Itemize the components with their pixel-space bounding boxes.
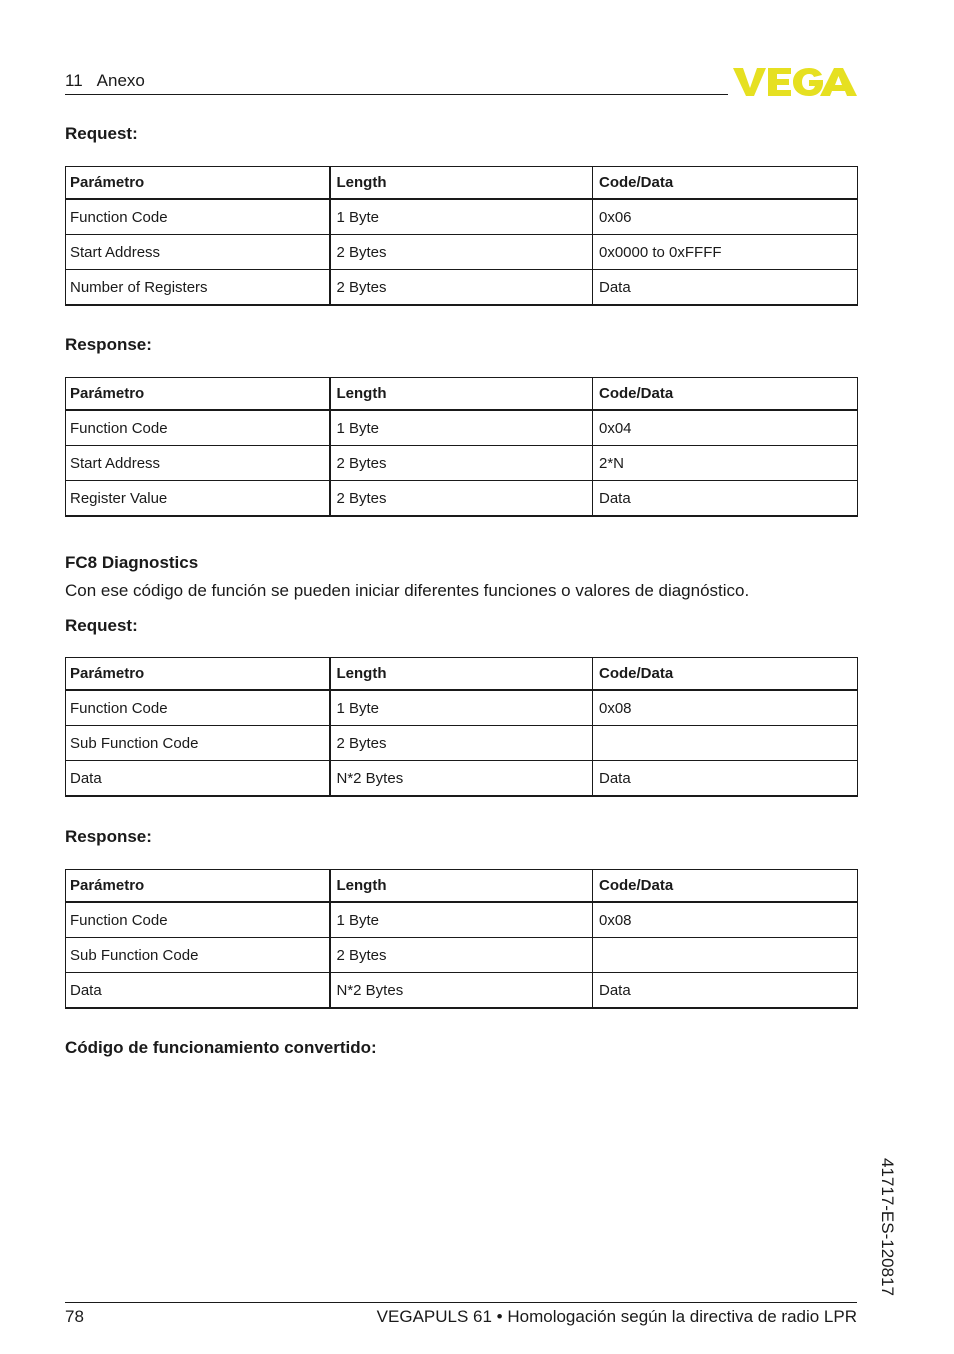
- table-row: [66, 726, 858, 761]
- table-cell: 0x0000 to 0xFFFF: [593, 235, 858, 270]
- table-cell: 0x04: [593, 410, 858, 446]
- table-cell: 2 Bytes: [330, 270, 593, 306]
- section-number: 11: [65, 71, 83, 90]
- table-cell: Data: [66, 761, 330, 797]
- response-table-fc6: [65, 377, 858, 517]
- table-row: [66, 270, 858, 306]
- table-header-row: [66, 378, 858, 411]
- footer-rule: [65, 1302, 857, 1303]
- table-cell: Data: [593, 761, 858, 797]
- table-cell: 0x08: [593, 690, 858, 726]
- fc8-heading: FC8 Diagnostics: [65, 553, 199, 572]
- table-cell: Function Code: [66, 902, 330, 938]
- table-cell: [593, 938, 858, 973]
- table-row: [66, 199, 858, 235]
- table-row: [66, 446, 858, 481]
- table-cell: Data: [593, 270, 858, 306]
- table-row: [66, 690, 858, 726]
- table-cell: Register Value: [66, 481, 330, 517]
- table-cell: Number of Registers: [66, 270, 330, 306]
- converted-code-heading: Código de funcionamiento convertido:: [65, 1038, 377, 1057]
- table-cell: 1 Byte: [330, 690, 593, 726]
- table-cell: N*2 Bytes: [330, 973, 593, 1009]
- table-cell: Data: [593, 973, 858, 1009]
- response-heading-1: Response:: [65, 335, 152, 354]
- request-heading-1: Request:: [65, 124, 138, 143]
- table-cell: 2 Bytes: [330, 726, 593, 761]
- table-row: [66, 902, 858, 938]
- table-cell: 0x06: [593, 199, 858, 235]
- table-cell: Function Code: [66, 199, 330, 235]
- table-cell: Sub Function Code: [66, 726, 330, 761]
- table-cell: N*2 Bytes: [330, 761, 593, 797]
- table-cell: Sub Function Code: [66, 938, 330, 973]
- table-cell: 2 Bytes: [330, 481, 593, 517]
- column-header: Parámetro: [66, 378, 330, 411]
- column-header: Length: [330, 167, 593, 200]
- table-cell: 0x08: [593, 902, 858, 938]
- column-header: Code/Data: [593, 378, 858, 411]
- column-header: Parámetro: [66, 167, 330, 200]
- table-row: [66, 481, 858, 517]
- table-row: [66, 938, 858, 973]
- table-cell: 2 Bytes: [330, 446, 593, 481]
- table-cell: 1 Byte: [330, 902, 593, 938]
- page-number: 78: [65, 1307, 84, 1326]
- request-table-fc8: [65, 657, 858, 797]
- column-header: Parámetro: [66, 658, 330, 691]
- document-code: 41717-ES-120817: [878, 1158, 897, 1297]
- table-cell: Data: [593, 481, 858, 517]
- table-header-row: [66, 658, 858, 691]
- column-header: Code/Data: [593, 167, 858, 200]
- header-rule: [65, 94, 728, 95]
- table-row: [66, 410, 858, 446]
- vega-logo: [733, 66, 857, 98]
- table-cell: Start Address: [66, 446, 330, 481]
- column-header: Code/Data: [593, 870, 858, 903]
- column-header: Length: [330, 658, 593, 691]
- table-cell: 2 Bytes: [330, 235, 593, 270]
- table-cell: Start Address: [66, 235, 330, 270]
- column-header: Length: [330, 870, 593, 903]
- section-title: Anexo: [96, 71, 145, 90]
- fc8-description: Con ese código de función se pueden iniciar diferentes funciones o valores de diagnóstico.: [65, 581, 750, 600]
- running-header: [65, 71, 145, 91]
- response-heading-2: Response:: [65, 827, 152, 846]
- table-cell: Function Code: [66, 410, 330, 446]
- column-header: Code/Data: [593, 658, 858, 691]
- table-cell: Function Code: [66, 690, 330, 726]
- column-header: Parámetro: [66, 870, 330, 903]
- request-table-fc6: [65, 166, 858, 306]
- table-cell: Data: [66, 973, 330, 1009]
- table-header-row: [66, 167, 858, 200]
- table-cell: [593, 726, 858, 761]
- table-cell: 2*N: [593, 446, 858, 481]
- table-cell: 1 Byte: [330, 199, 593, 235]
- request-heading-2: Request:: [65, 616, 138, 635]
- response-table-fc8: [65, 869, 858, 1009]
- table-row: [66, 973, 858, 1009]
- table-cell: 1 Byte: [330, 410, 593, 446]
- table-row: [66, 235, 858, 270]
- column-header: Length: [330, 378, 593, 411]
- footer-document-title: VEGAPULS 61 • Homologación según la directiva de radio LPR: [376, 1307, 857, 1326]
- table-row: [66, 761, 858, 797]
- table-header-row: [66, 870, 858, 903]
- table-cell: 2 Bytes: [330, 938, 593, 973]
